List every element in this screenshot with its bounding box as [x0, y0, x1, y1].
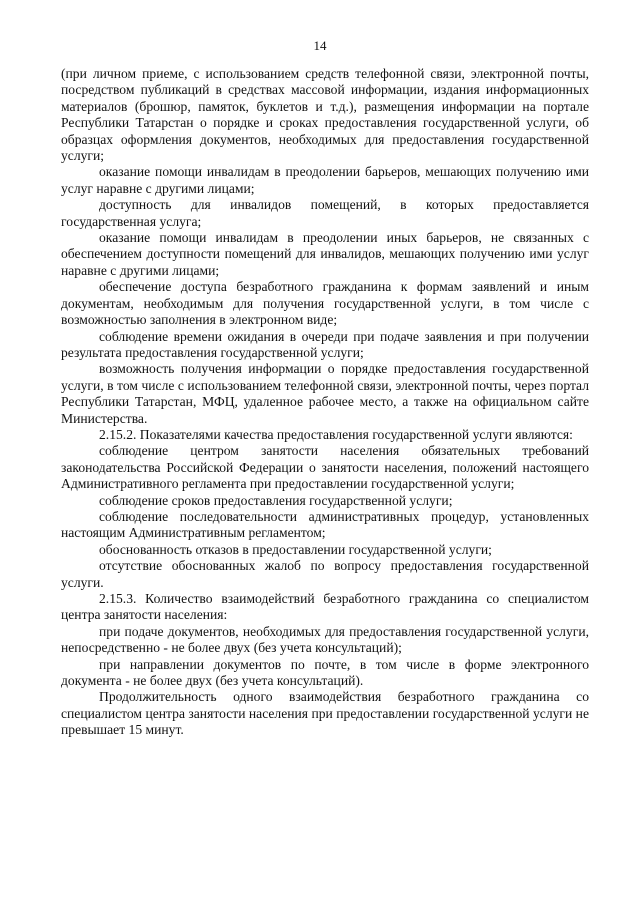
paragraph-2: оказание помощи инвалидам в преодолении барьеров, мешающих получению ими услуг наравне с другими лицами; [61, 164, 589, 196]
paragraph-12: обоснованность отказов в предоставлении государственной услуги; [99, 541, 492, 557]
paragraph-15: при подаче документов, необходимых для предоставления государственной услуги, непосредственно - не более двух (без учета консультаций); [61, 623, 589, 656]
paragraph-5: обеспечение доступа безработного гражданина к формам заявлений и иным документам, необходимым для получения государственной услуги, в том числе с возможностью заполнения в электронном виде; [61, 279, 589, 328]
paragraph-1: (при личном приеме, с использованием средств телефонной связи, электронной почты, посредством публикаций в средствах массовой информации, издания информационных материалов (брошюр, памяток, буклетов и т.д.), размещения информации на портале Республики Татарстан о порядке и сроках предоставления государственной услуги, об образцах оформления документов, необходимых для предоставления государственной услуги; [61, 66, 589, 164]
paragraph-11: соблюдение последовательности административных процедур, установленных настоящим Административным регламентом; [61, 508, 589, 541]
paragraph-10: соблюдение сроков предоставления государственной услуги; [99, 492, 453, 508]
paragraph-6: соблюдение времени ожидания в очереди при подаче заявления и при получении результата предоставления государственной услуги; [61, 328, 589, 360]
paragraph-8: 2.15.2. Показателями качества предоставления государственной услуги являются: [99, 426, 573, 442]
paragraph-3: доступность для инвалидов помещений, в которых предоставляется государственная услуга; [61, 197, 589, 229]
paragraph-17: Продолжительность одного взаимодействия безработного гражданина со специалистом центра занятости населения при предоставлении государственной услуги не превышает 15 минут. [61, 689, 589, 738]
paragraph-16: при направлении документов по почте, в том числе в форме электронного документа - не более двух (без учета консультаций). [61, 656, 589, 689]
paragraph-7: возможность получения информации о порядке предоставления государственной услуги, в том числе с использованием телефонной связи, электронной почты, через портал Республики Татарстан, МФЦ, удаленное рабочее место, а также на официальном сайте Министерства. [61, 361, 589, 426]
paragraph-14: 2.15.3. Количество взаимодействий безработного гражданина со специалистом центра занятости населения: [61, 591, 589, 623]
paragraph-13: отсутствие обоснованных жалоб по вопросу предоставления государственной услуги. [61, 558, 589, 590]
document-body [61, 66, 589, 739]
page-number: 14 [313, 38, 327, 53]
paragraph-4: оказание помощи инвалидам в преодолении иных барьеров, не связанных с обеспечением доступности помещений для инвалидов, мешающих получению ими услуг наравне с другими лицами; [61, 230, 589, 278]
paragraph-9: соблюдение центром занятости населения обязательных требований законодательства Российской Федерации о занятости населения, положений настоящего Административного регламента при предоставлении государственной услуги; [61, 443, 589, 492]
